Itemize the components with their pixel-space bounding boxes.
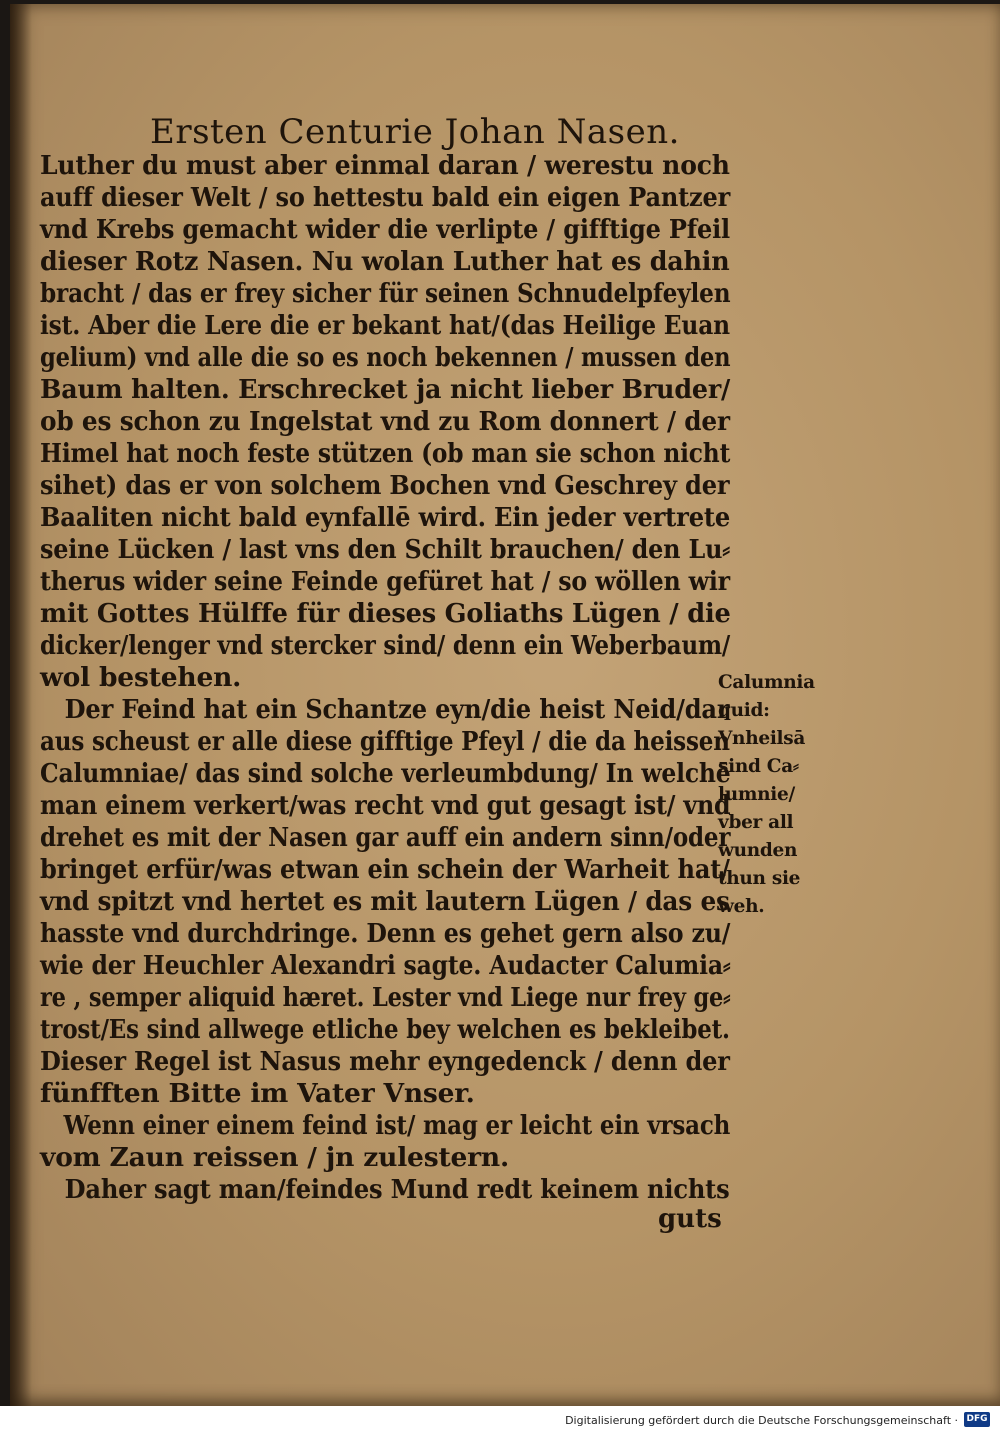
body-line: re , semper aliquid hæret. Lester vnd Liege nur frey ge⸗ [40,982,731,1013]
body-line: wie der Heuchler Alexandri sagte. Audacter Calumia⸗ [40,950,731,981]
body-line: man einem verkert/was recht vnd gut gesagt ist/ vnd [40,790,731,821]
body-line: Himel hat noch feste stützen (ob man sie schon nicht [40,438,731,469]
body-line: auff dieser Welt / so hettestu bald ein eigen Pantzer [40,182,731,213]
body-line: sihet) das er von solchem Bochen vnd Geschrey der [40,470,730,501]
body-line: Daher sagt man/feindes Mund redt keinem nichts [40,1174,730,1205]
body-line: seine Lücken / last vns den Schilt brauchen/ den Lu⸗ [40,534,731,565]
body-line: trost/Es sind allwege etliche bey welchen es bekleibet. [40,1014,730,1045]
funding-credit: Digitalisierung gefördert durch die Deutsche Forschungsgemeinschaft · [565,1414,958,1427]
dfg-logo: DFG [964,1412,990,1427]
body-line: dicker/lenger vnd stercker sind/ denn ein Weberbaum/ [40,630,731,661]
body-line: drehet es mit der Nasen gar auff ein andern sinn/oder [40,822,731,853]
body-line: mit Gottes Hülffe für dieses Goliaths Lügen / die [40,598,731,629]
body-line: Dieser Regel ist Nasus mehr eyngedenck / denn der [40,1046,730,1077]
marginal-note-line: vber all [718,812,794,833]
body-line: fünfften Bitte im Vater Vnser. [40,1078,475,1109]
body-line: vnd spitzt vnd hertet es mit lautern Lügen / das es [40,886,730,917]
marginal-note-line: sind Ca⸗ [718,756,799,777]
book-page [10,4,1000,1406]
body-line: vom Zaun reissen / jn zulestern. [40,1142,509,1173]
marginal-note-line: Vnheilsā [718,728,806,749]
body-line: aus scheust er alle diese gifftige Pfeyl / die da heissen [40,726,730,757]
marginal-note-line: weh. [718,896,765,917]
body-line: gelium) vnd alle die so es noch bekennen / mussen den [40,342,731,373]
body-line: hasste vnd durchdringe. Denn es gehet gern also zu/ [40,918,731,949]
marginal-note-line: thun sie [718,868,801,889]
body-line: Calumniae/ das sind solche verleumbdung/ In welchē [40,758,731,789]
body-line: Wenn einer einem feind ist/ mag er leicht ein vrsach [40,1110,731,1141]
running-head: Ersten Centurie Johan Nasen. [150,112,680,152]
body-line: therus wider seine Feinde gefüret hat / so wöllen wir [40,566,730,597]
body-line: vnd Krebs gemacht wider die verlipte / gifftige Pfeil [40,214,730,245]
body-line: wol bestehen. [40,662,242,693]
footer-bar [0,1406,1000,1434]
marginal-note-line: quid: [718,700,770,721]
body-line: ob es schon zu Ingelstat vnd zu Rom donnert / der [40,406,730,437]
body-line: Der Feind hat ein Schantze eyn/die heist Neid/dar [40,694,730,725]
marginal-note-line: Calumnia [718,672,815,693]
body-line: ist. Aber die Lere die er bekant hat/(das Heilige Euan [40,310,730,341]
body-line: dieser Rotz Nasen. Nu wolan Luther hat es dahin [40,246,730,277]
catchword: guts [658,1204,722,1234]
body-line: Baaliten nicht bald eynfallē wird. Ein jeder vertrete [40,502,731,533]
body-line: Baum halten. Erschrecket ja nicht lieber Bruder/ [40,374,731,405]
marginal-note-line: lumnie/ [718,784,795,805]
body-line: Luther du must aber einmal daran / werestu noch [40,150,730,181]
body-line: bringet erfür/was etwan ein schein der Warheit hat/ [40,854,730,885]
body-line: bracht / das er frey sicher für seinen Schnudelpfeylen [40,278,731,309]
marginal-note-line: wunden [718,840,798,861]
